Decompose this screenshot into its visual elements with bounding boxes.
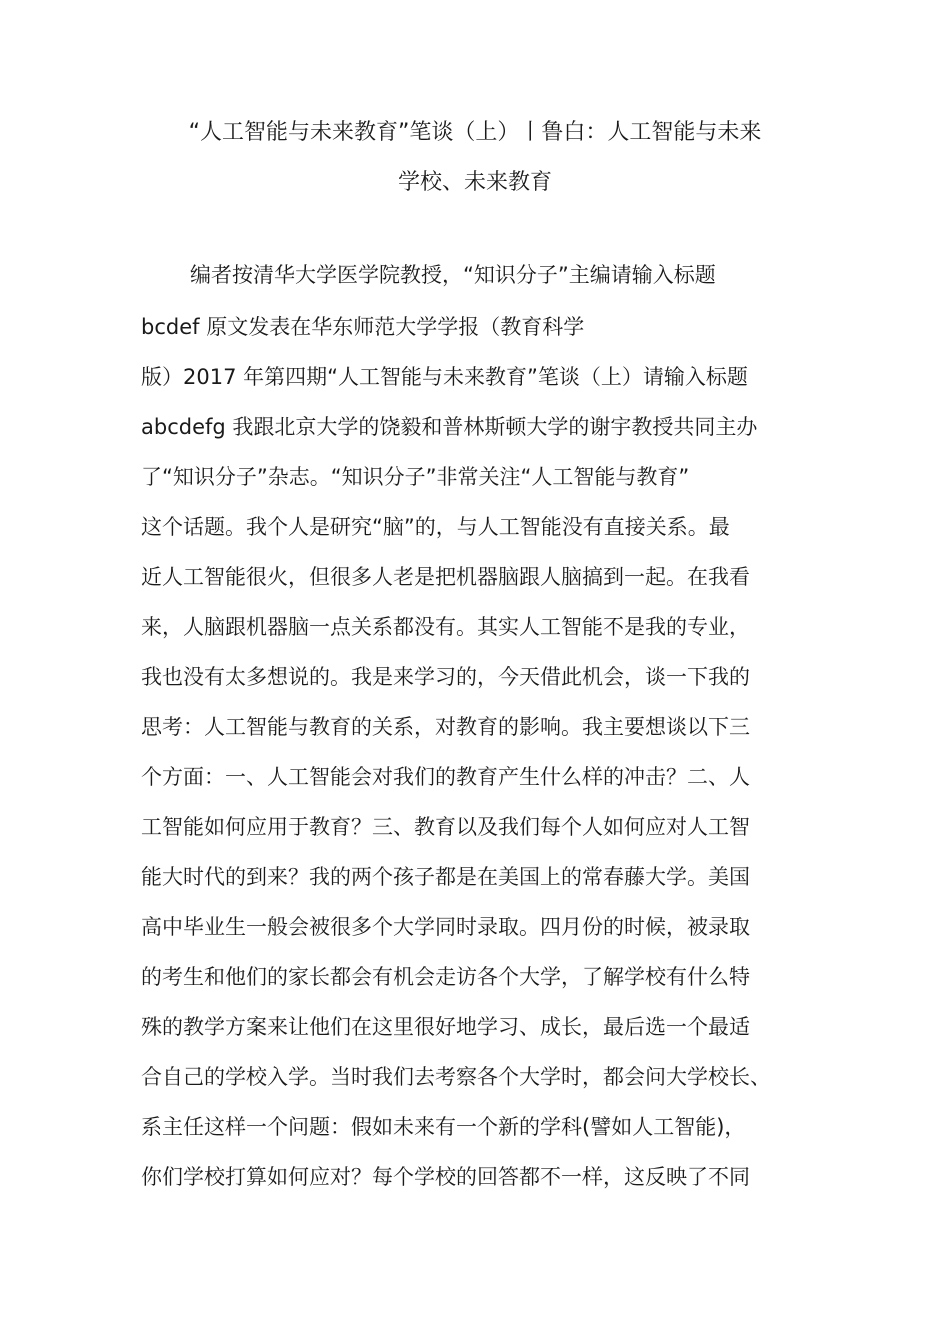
body-line-7: 近人工智能很火，但很多人老是把机器脑跟人脑搞到一起。在我看 <box>141 565 750 589</box>
body-line-18: 系主任这样一个问题：假如未来有一个新的学科(譬如人工智能)， <box>141 1115 746 1139</box>
body-line-13: 能大时代的到来？我的两个孩子都是在美国上的常春藤大学。美国 <box>141 865 750 889</box>
body-line-17: 合自己的学校入学。当时我们去考察各个大学时，都会问大学校长、 <box>141 1065 771 1089</box>
body-line-6: 这个话题。我个人是研究“脑”的，与人工智能没有直接关系。最 <box>141 515 730 539</box>
body-line-19: 你们学校打算如何应对？每个学校的回答都不一样，这反映了不同 <box>141 1165 750 1189</box>
body-line-10: 思考：人工智能与教育的关系，对教育的影响。我主要想谈以下三 <box>141 715 750 739</box>
body-line-9: 我也没有太多想说的。我是来学习的，今天借此机会，谈一下我的 <box>141 665 750 689</box>
body-line-14: 高中毕业生一般会被很多个大学同时录取。四月份的时候，被录取 <box>141 915 750 939</box>
body-line-15: 的考生和他们的家长都会有机会走访各个大学，了解学校有什么特 <box>141 965 750 989</box>
body-line-5: 了“知识分子”杂志。“知识分子”非常关注“人工智能与教育” <box>141 465 690 489</box>
body-line-1: 编者按清华大学医学院教授，“知识分子”主编请输入标题 <box>190 263 716 287</box>
body-line-2: bcdef 原文发表在华东师范大学学报（教育科学 <box>141 315 585 339</box>
body-line-11: 个方面：一、人工智能会对我们的教育产生什么样的冲击？二、人 <box>141 765 750 789</box>
document-title-line-1: “人工智能与未来教育”笔谈（上）丨鲁白：人工智能与未来 <box>188 120 762 145</box>
body-line-3: 版）2017 年第四期“人工智能与未来教育”笔谈（上）请输入标题 <box>141 365 748 389</box>
body-line-8: 来，人脑跟机器脑一点关系都没有。其实人工智能不是我的专业， <box>141 615 750 639</box>
body-line-12: 工智能如何应用于教育？三、教育以及我们每个人如何应对人工智 <box>141 815 750 839</box>
body-line-16: 殊的教学方案来让他们在这里很好地学习、成长，最后选一个最适 <box>141 1015 750 1039</box>
body-line-4: abcdefg 我跟北京大学的饶毅和普林斯顿大学的谢宇教授共同主办 <box>141 415 758 439</box>
document-title-line-2: 学校、未来教育 <box>397 170 552 195</box>
